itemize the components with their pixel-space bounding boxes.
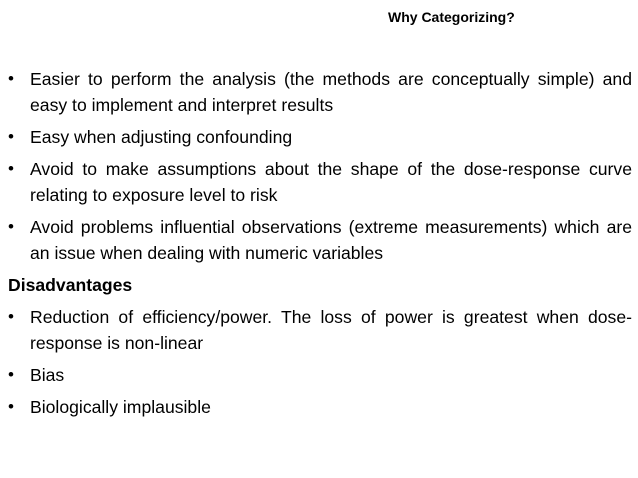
disadvantage-text: Biologically implausible <box>30 397 211 417</box>
bullet-icon: • <box>8 365 14 384</box>
advantage-text: Avoid to make assumptions about the shape of the dose-response curve relating to exposure level to risk <box>30 159 632 205</box>
disadvantage-text: Bias <box>30 365 65 385</box>
bullet-icon: • <box>8 127 14 146</box>
bullet-icon: • <box>8 159 14 178</box>
disadvantage-item <box>8 394 632 420</box>
advantage-item <box>8 124 632 150</box>
slide-content <box>8 66 632 426</box>
advantage-item <box>8 156 632 208</box>
bullet-icon: • <box>8 307 14 326</box>
disadvantages-heading: Disadvantages <box>8 275 133 295</box>
disadvantage-item <box>8 362 632 388</box>
disadvantage-text: Reduction of efficiency/power. The loss of power is greatest when dose-response is non-linear <box>30 307 632 353</box>
bullet-icon: • <box>8 397 14 416</box>
advantage-item <box>8 214 632 266</box>
bullet-icon: • <box>8 69 14 88</box>
advantage-text: Avoid problems influential observations (extreme measurements) which are an issue when dealing with numeric variables <box>30 217 632 263</box>
slide-title: Why Categorizing? <box>388 9 515 25</box>
advantage-text: Easy when adjusting confounding <box>30 127 293 147</box>
disadvantage-item <box>8 304 632 356</box>
advantage-item <box>8 66 632 118</box>
bullet-icon: • <box>8 217 14 236</box>
advantage-text: Easier to perform the analysis (the methods are conceptually simple) and easy to implement and interpret results <box>30 69 632 115</box>
